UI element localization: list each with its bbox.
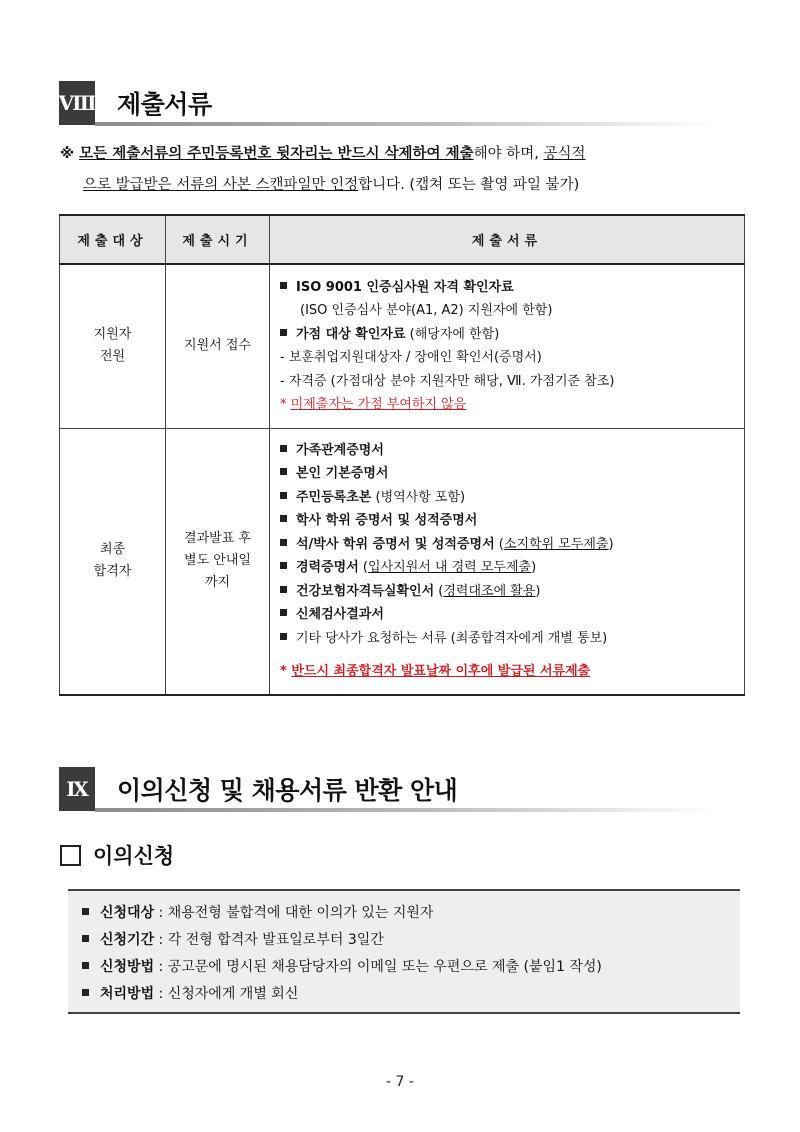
objection-text: : 신청자에게 개별 회신 [154,986,299,1002]
target-text: 전원 [99,349,126,365]
timing-text: 결과발표 후 [184,531,251,547]
documents-cell [270,264,745,428]
document-item [280,439,744,463]
documents-cell [270,428,745,695]
section-title: 제출서류 [117,90,212,119]
text-run: ) [608,536,614,552]
table-header-row [60,215,745,264]
objection-row [68,900,740,927]
timing-text: 별도 안내일 [184,553,251,569]
text-run: 입사지원서 내 경력 모두제출 [368,560,532,576]
table-row [60,264,745,428]
text-run: ) [535,583,541,599]
text-run: 기타 당사가 요청하는 서류 (최종합격자에게 개별 통보) [296,630,608,646]
header-target: 제출대상 [60,215,166,264]
section-title: 이의신청 및 채용서류 반환 안내 [117,776,458,805]
text-run: 본인 기본증명서 [296,466,389,482]
square-bullet-icon [280,562,287,569]
table-row [60,428,745,695]
objection-text: : 채용전형 불합격에 대한 이의가 있는 지원자 [154,905,434,921]
document-item [280,370,744,394]
section-header-submission [59,81,212,125]
text-run: 으로 발급받은 서류의 사본 스캔파일만 인정 [83,177,359,193]
document-item [280,393,744,417]
objection-text: : 각 전형 합격자 발표일로부터 3일간 [154,932,384,948]
objection-row [68,954,740,981]
text-run: 경력대조에 활용 [443,583,536,599]
text-run: 가족관계증명서 [296,442,384,458]
square-bullet-icon [280,445,287,452]
text-run: 석/박사 학위 증명서 및 성적증명서 [296,536,495,552]
document-item [280,346,744,370]
document-item [280,299,744,323]
text-run: ( [494,536,504,552]
text-run: 신체검사결과서 [296,607,384,623]
text-run: 해야 하며, [473,146,544,162]
document-item [280,509,744,533]
objection-info-box [68,889,740,1014]
text-run: * [280,664,292,680]
text-run: 건강보험자격득실확인서 [296,583,435,599]
text-run: (ISO 인증심사 분야(A1, A2) 지원자에 한함) [300,303,553,319]
section-number-badge: Ⅷ [59,81,95,125]
square-bullet-icon [280,492,287,499]
document-item [280,556,744,580]
square-bullet-icon [82,962,89,969]
section-underline [95,808,715,812]
objection-label: 신청방법 [100,959,155,975]
square-bullet-icon [82,935,89,942]
objection-text: : 공고문에 명시된 채용담당자의 이메일 또는 우편으로 제출 (붙임1 작성) [154,959,602,975]
square-bullet-icon [280,468,287,475]
text-run: 반드시 최종합격자 발표날짜 이후에 발급된 서류제출 [291,664,591,680]
section-underline [95,122,715,126]
target-cell [60,264,166,428]
target-text: 최종 [99,542,126,558]
section-header-objection [59,767,457,811]
subsection-title: 이의신청 [93,844,175,868]
text-run: * [280,397,291,413]
submission-documents-table [59,214,745,696]
reference-mark: ※ [60,146,80,162]
target-text: 합격자 [93,564,132,580]
text-run: 가점 대상 확인자료 [296,326,406,342]
square-bullet-icon [280,539,287,546]
timing-text: 지원서 접수 [184,338,251,354]
square-bullet-icon [82,989,89,996]
square-bullet-icon [280,515,287,522]
text-run: ) [531,560,537,576]
objection-row [68,981,740,1008]
text-run: (병역사항 포함) [371,489,466,505]
timing-text: 까지 [204,575,231,591]
page-number: - 7 - [386,1074,414,1090]
target-text: 지원자 [93,327,132,343]
subsection-header [60,840,174,870]
square-bullet-icon [280,586,287,593]
text-run: 모든 제출서류의 주민등록번호 뒷자리는 반드시 삭제하여 제출 [79,146,474,162]
document-item [280,323,744,347]
document-item [280,276,744,300]
text-run: 합니다. (캡쳐 또는 촬영 파일 불가) [358,177,580,193]
document-item [280,660,744,684]
square-bullet-icon [280,282,287,289]
text-run: 학사 학위 증명서 및 성적증명서 [296,513,478,529]
checkbox-icon [60,845,81,866]
square-bullet-icon [82,908,89,915]
square-bullet-icon [280,633,287,640]
notice-line-2 [60,170,750,201]
notice-text [60,139,750,201]
header-timing: 제출시기 [166,215,270,264]
text-run: 주민등록초본 [296,489,372,505]
square-bullet-icon [280,329,287,336]
timing-cell [166,264,270,428]
text-run: (해당자에 한함) [405,326,500,342]
notice-line-1 [60,139,750,170]
objection-label: 신청대상 [100,905,155,921]
document-item [280,603,744,627]
text-run: 공식적 [543,146,586,162]
objection-label: 처리방법 [100,986,155,1002]
text-run: ( [358,560,369,576]
header-documents: 제출서류 [270,215,745,264]
document-item [280,462,744,486]
document-item [280,486,744,510]
objection-label: 신청기간 [100,932,155,948]
text-run: - 보훈취업지원대상자 / 장애인 확인서(증명서) [280,350,542,366]
text-run: - 자격증 (가점대상 분야 지원자만 해당, Ⅶ. 가점기준 참조) [280,373,615,389]
text-run: ISO 9001 인증심사원 자격 확인자료 [296,279,514,295]
text-run: ( [434,583,444,599]
objection-row [68,927,740,954]
section-number-badge: Ⅸ [59,767,95,811]
text-run: 경력증명서 [296,560,359,576]
text-run: 미제출자는 가점 부여하지 않음 [290,397,467,413]
target-cell [60,428,166,695]
text-run: 소지학위 모두제출 [503,536,609,552]
document-item [280,627,744,651]
document-item [280,533,744,557]
square-bullet-icon [280,609,287,616]
timing-cell [166,428,270,695]
document-item [280,580,744,604]
